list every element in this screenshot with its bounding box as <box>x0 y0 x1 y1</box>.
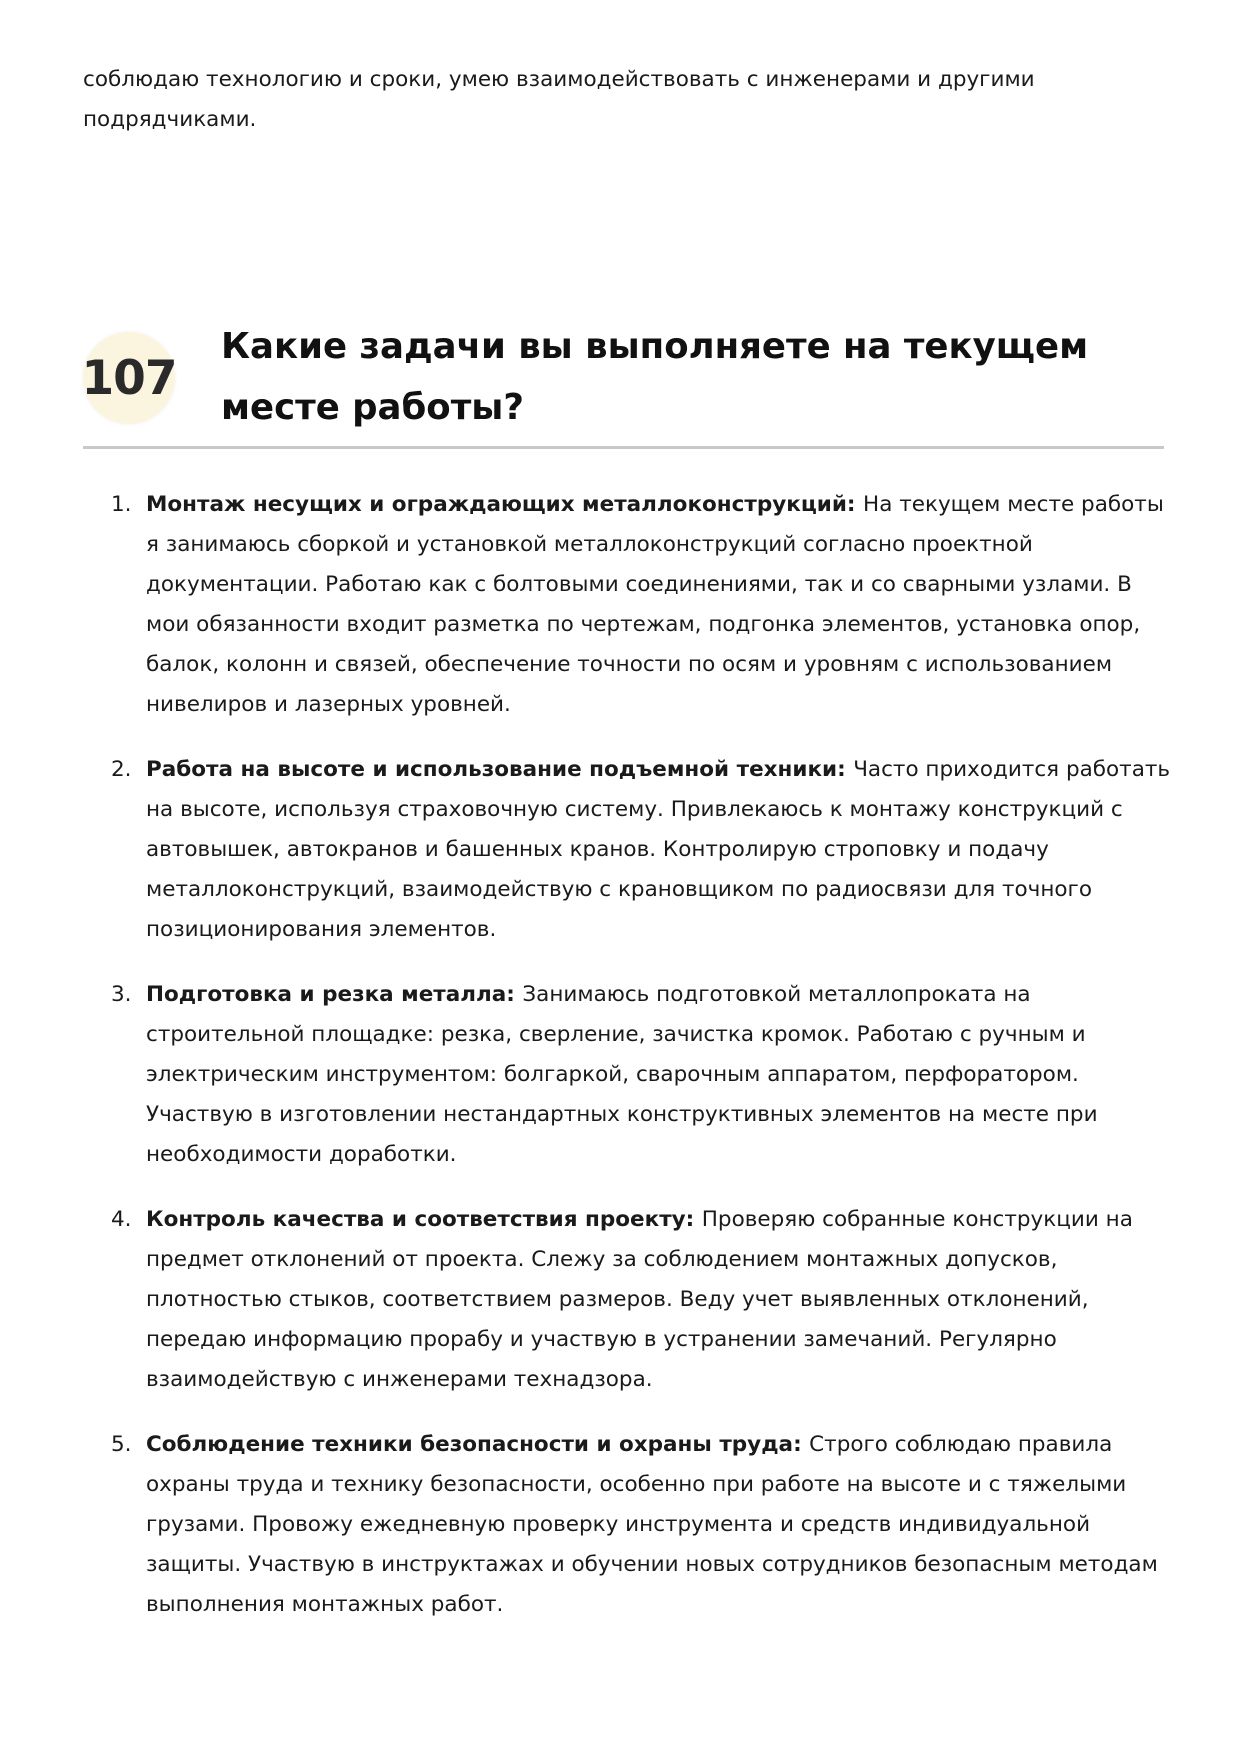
answer-item-4 <box>111 1200 1171 1400</box>
answer-heading: Соблюдение техники безопасности и охраны труда: <box>146 1432 810 1457</box>
question-title: Какие задачи вы выполняете на текущем месте работы? <box>221 326 1089 428</box>
answer-text: На текущем месте работы я занимаюсь сборкой и установкой металлоконструкций согласно проектной документации. Работаю как с болтовыми соединениями, так и со сварными узлами. В мои обязанности входит разметка по чертежам, подгонка элементов, установка опор, балок, колонн и связей, обеспечение точности по осям и уровням с использованием нивелиров и лазерных уровней. <box>146 492 1164 717</box>
answer-heading: Контроль качества и соответствия проекту: <box>146 1207 702 1232</box>
answer-heading: Подготовка и резка металла: <box>146 982 523 1007</box>
answer-number: 5. <box>111 1432 132 1457</box>
answer-text: Часто приходится работать на высоте, используя страховочную систему. Привлекаюсь к монтажу конструкций с автовышек, автокранов и башенных кранов. Контролирую строповку и подачу металлоконструкций, взаимодействую с крановщиком по радиосвязи для точного позиционирования элементов. <box>146 757 1171 942</box>
answer-number: 4. <box>111 1207 132 1232</box>
question-header <box>83 308 1164 449</box>
answer-item-1 <box>111 485 1171 725</box>
answer-item-3 <box>111 975 1171 1175</box>
answer-heading: Монтаж несущих и ограждающих металлоконструкций: <box>146 492 864 517</box>
question-number-badge: 107 <box>83 332 175 424</box>
answer-item-5 <box>111 1425 1171 1625</box>
answer-list <box>111 485 1171 1650</box>
answer-number: 3. <box>111 982 132 1007</box>
answer-item-2 <box>111 750 1171 950</box>
intro-paragraph: соблюдаю технологию и сроки, умею взаимодействовать с инженерами и другими подрядчиками. <box>83 67 1035 132</box>
answer-text: Проверяю собранные конструкции на предмет отклонений от проекта. Слежу за соблюдением монтажных допусков, плотностью стыков, соответствием размеров. Веду учет выявленных отклонений, передаю информацию прорабу и участвую в устранении замечаний. Регулярно взаимодействую с инженерами технадзора. <box>146 1207 1133 1392</box>
answer-number: 1. <box>111 492 132 517</box>
answer-text: Занимаюсь подготовкой металлопроката на строительной площадке: резка, сверление, зачистка кромок. Работаю с ручным и электрическим инструментом: болгаркой, сварочным аппаратом, перфоратором. Участвую в изготовлении нестандартных конструктивных элементов на месте при необходимости доработки. <box>146 982 1098 1167</box>
answer-text: Строго соблюдаю правила охраны труда и технику безопасности, особенно при работе на высоте и с тяжелыми грузами. Провожу ежедневную проверку инструмента и средств индивидуальной защиты. Участвую в инструктажах и обучении новых сотрудников безопасным методам выполнения монтажных работ. <box>146 1432 1158 1617</box>
answer-heading: Работа на высоте и использование подъемной техники: <box>146 757 854 782</box>
answer-number: 2. <box>111 757 132 782</box>
